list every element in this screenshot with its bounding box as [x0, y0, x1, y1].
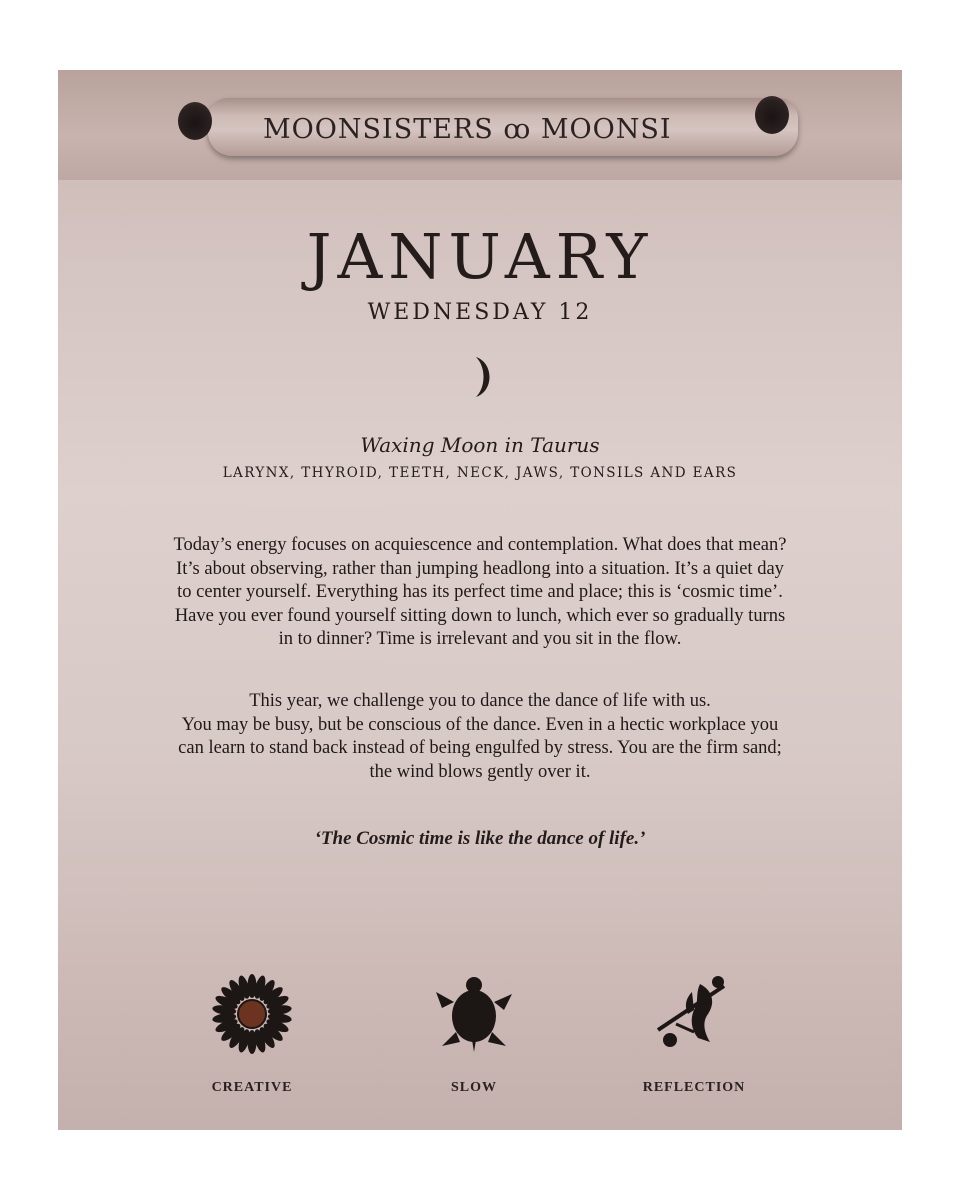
badge-creative [162, 972, 342, 1096]
punch-hole-left [178, 102, 212, 140]
calendar-page-photo [58, 70, 902, 1130]
body-parts-list: LARYNX, THYROID, TEETH, NECK, JAWS, TONSILS AND EARS [222, 465, 738, 481]
quote: ‘The Cosmic time is like the dance of life.’ [314, 828, 646, 849]
dancing-figure-icon [646, 972, 742, 1056]
body-paragraph [98, 534, 862, 652]
paragraph-line: You may be busy, but be conscious of the dance. Even in a hectic workplace you [181, 714, 779, 735]
sunflower-icon [210, 972, 294, 1056]
crescent-moon-icon [472, 355, 496, 399]
moon-phase: Waxing Moon in Taurus [360, 433, 600, 457]
month-title: JANUARY [306, 220, 654, 293]
punch-hole-right [755, 96, 789, 134]
paragraph-line: It’s about observing, rather than jumping headlong into a situation. It’s a quiet day [176, 558, 784, 579]
paragraph-line: can learn to stand back instead of being engulfed by stress. You are the firm sand; [178, 738, 782, 759]
calendar-page [58, 180, 902, 1130]
weekday-date: WEDNESDAY 12 [367, 300, 593, 325]
paragraph-line: the wind blows gently over it. [369, 761, 591, 782]
badge-label: SLOW [450, 1080, 497, 1095]
paragraph-line: to center yourself. Everything has its perfect time and place; this is ‘cosmic time’. [177, 582, 783, 603]
paragraph-line: Today’s energy focuses on acquiescence and contemplation. What does that mean? [173, 535, 787, 555]
binding-strip [58, 70, 902, 180]
body-paragraph [98, 690, 862, 784]
badge-label: CREATIVE [211, 1080, 293, 1095]
paragraph-line: This year, we challenge you to dance the dance of life with us. [249, 691, 711, 711]
badge-label: REFLECTION [642, 1080, 746, 1095]
paragraph-line: in to dinner? Time is irrelevant and you sit in the flow. [278, 629, 682, 650]
badge-slow [384, 972, 564, 1096]
ribbon-brand-text: MOONSISTERS ꝏ MOONSI [263, 114, 672, 145]
paragraph-line: Have you ever found yourself sitting down to lunch, which ever so gradually turns [174, 605, 786, 626]
badge-reflection [604, 972, 784, 1096]
turtle-icon [432, 972, 516, 1056]
